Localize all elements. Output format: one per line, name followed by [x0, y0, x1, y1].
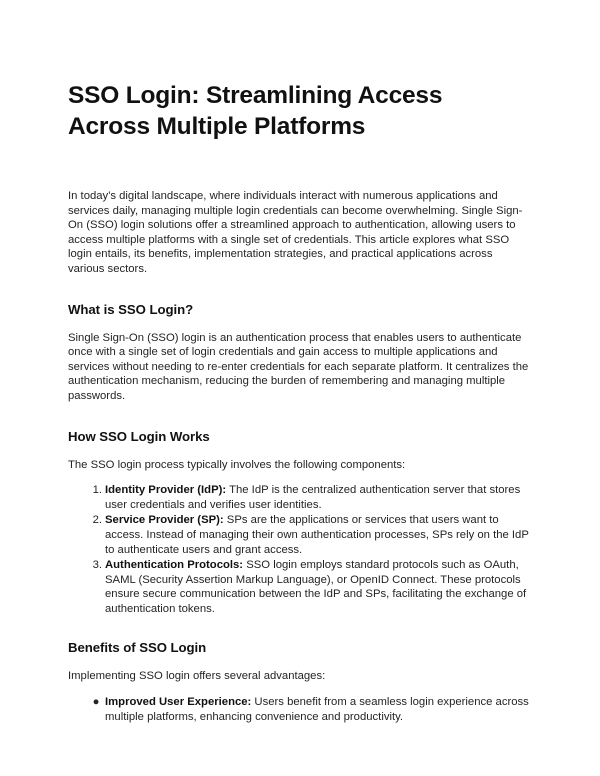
spacer [68, 656, 532, 669]
spacer [68, 142, 532, 189]
sso-components-list [68, 483, 532, 616]
spacer [68, 277, 532, 301]
spacer [68, 684, 532, 695]
spacer [68, 404, 532, 428]
list-item-term: Authentication Protocols: [105, 559, 244, 572]
list-item-text: SSO login employs standard protocols such as OAuth, SAML (Security Assertion Markup Language), or OpenID Connect. These protocols ensure secure communication between the IdP and SPs, facilitating the exchange of authentication tokens. [105, 559, 527, 615]
list-marker: 1. [92, 484, 102, 497]
section-lead-benefits-of-sso-login: Implementing SSO login offers several advantages: [68, 670, 326, 683]
document-content [68, 0, 532, 725]
list-item [68, 558, 532, 616]
spacer [68, 318, 532, 331]
section-heading-how-sso-login-works: How SSO Login Works [68, 428, 210, 444]
section-body-what-is-sso-login: Single Sign-On (SSO) login is an authentication process that enables users to authenticate once with a single set of login credentials and gain access to multiple applications and services without needing to re-enter credentials for each separate platform. It centralizes the authentication mechanism, reducing the burden of remembering and managing multiple passwords. [68, 331, 529, 402]
section-lead-how-sso-login-works: The SSO login process typically involves the following components: [68, 458, 406, 471]
list-item [68, 483, 532, 512]
intro-paragraph: In today's digital landscape, where individuals interact with numerous applications and services daily, managing multiple login credentials can become overwhelming. Single Sign-On (SSO) login solutions offer a streamlined approach to authentication, allowing users to access multiple platforms with a single set of credentials. This article explores what SSO login entails, its benefits, implementation strategies, and practical applications across various sectors. [68, 190, 523, 275]
list-item-text: SPs are the applications or services that users want to access. Instead of managing their own authentication processes, SPs rely on the IdP to authenticate users and grant access. [105, 514, 529, 556]
sso-benefits-list [68, 695, 532, 724]
section-heading-what-is-sso-login: What is SSO Login? [68, 301, 194, 317]
list-item-term: Service Provider (SP): [105, 514, 224, 527]
list-item [68, 695, 532, 724]
list-item-text: Users benefit from a seamless login experience across multiple platforms, enhancing convenience and productivity. [105, 696, 529, 723]
bullet-icon: ● [92, 696, 100, 709]
spacer [68, 445, 532, 458]
spacer [68, 472, 532, 483]
list-marker: 3. [92, 559, 102, 572]
list-item-text: The IdP is the centralized authentication server that stores user credentials and verifies user identities. [105, 484, 521, 511]
list-item-term: Improved User Experience: [105, 696, 252, 709]
page-title: SSO Login: Streamlining Access Across Multiple Platforms [68, 82, 443, 140]
section-heading-benefits-of-sso-login: Benefits of SSO Login [68, 640, 207, 656]
list-item-term: Identity Provider (IdP): [105, 484, 227, 497]
list-item [68, 513, 532, 557]
spacer [68, 617, 532, 639]
list-marker: 2. [92, 514, 102, 527]
